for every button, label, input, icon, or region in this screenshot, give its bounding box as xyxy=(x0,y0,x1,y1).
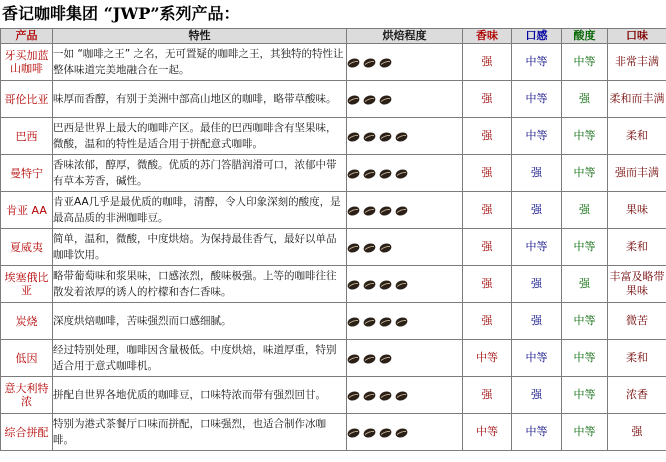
feature-cell: 拼配自世界各地优质的咖啡豆，口味特浓而带有强烈回甘。 xyxy=(53,377,347,414)
coffee-bean-icon xyxy=(379,280,392,290)
table-row xyxy=(1,266,666,303)
acidity-cell: 强 xyxy=(562,266,608,303)
coffee-bean-icon xyxy=(395,428,408,438)
coffee-bean-icon xyxy=(363,391,376,401)
acidity-cell: 中等 xyxy=(562,340,608,377)
table-row xyxy=(1,192,666,229)
table-row xyxy=(1,44,666,81)
coffee-bean-icon xyxy=(395,317,408,327)
coffee-bean-icon xyxy=(395,206,408,216)
aroma-cell: 强 xyxy=(463,155,512,192)
coffee-bean-icon xyxy=(379,317,392,327)
table-body xyxy=(1,44,666,451)
product-name-cell: 意大利特浓 xyxy=(1,377,53,414)
roast-cell xyxy=(347,192,463,229)
roast-cell xyxy=(347,81,463,118)
table-row xyxy=(1,414,666,451)
column-header-taste: 口感 xyxy=(512,29,562,44)
table-row xyxy=(1,340,666,377)
feature-cell: 一如 “咖啡之王” 之名，无可置疑的咖啡之王，其独特的特性让整体味道完美地融合在一起。 xyxy=(53,44,347,81)
table-row xyxy=(1,229,666,266)
feature-cell: 香味浓郁，醇厚，微酸。优质的苏门答腊润滑可口，浓郁中带有草本芳香，碱性。 xyxy=(53,155,347,192)
aroma-cell: 强 xyxy=(463,229,512,266)
acidity-cell: 中等 xyxy=(562,229,608,266)
coffee-bean-icon xyxy=(363,354,376,364)
acidity-cell: 强 xyxy=(562,192,608,229)
coffee-bean-icon xyxy=(379,243,392,253)
product-table xyxy=(0,28,666,451)
coffee-bean-icon xyxy=(379,206,392,216)
product-name-cell: 曼特宁 xyxy=(1,155,53,192)
coffee-bean-icon xyxy=(363,243,376,253)
product-name-cell: 巴西 xyxy=(1,118,53,155)
flavor-cell: 柔和 xyxy=(608,118,666,155)
taste-cell: 中等 xyxy=(512,229,562,266)
coffee-bean-icon xyxy=(379,169,392,179)
page-title: 香记咖啡集团 “JWP”系列产品： xyxy=(2,4,240,23)
column-header-acidity: 酸度 xyxy=(562,29,608,44)
flavor-cell: 柔和 xyxy=(608,340,666,377)
roast-cell xyxy=(347,266,463,303)
flavor-cell: 丰富及略带果味 xyxy=(608,266,666,303)
column-header-product: 产品 xyxy=(1,29,53,44)
aroma-cell: 强 xyxy=(463,192,512,229)
product-name-cell: 综合拼配 xyxy=(1,414,53,451)
coffee-bean-icon xyxy=(363,169,376,179)
aroma-cell: 强 xyxy=(463,81,512,118)
product-name-cell: 哥伦比亚 xyxy=(1,81,53,118)
header-row xyxy=(1,29,666,44)
coffee-bean-icon xyxy=(347,243,360,253)
flavor-cell: 强 xyxy=(608,414,666,451)
coffee-bean-icon xyxy=(347,169,360,179)
roast-cell xyxy=(347,44,463,81)
flavor-cell: 微苦 xyxy=(608,303,666,340)
aroma-cell: 中等 xyxy=(463,340,512,377)
taste-cell: 强 xyxy=(512,192,562,229)
feature-cell: 深度烘焙咖啡，苦味强烈而口感细腻。 xyxy=(53,303,347,340)
roast-cell xyxy=(347,118,463,155)
acidity-cell: 中等 xyxy=(562,377,608,414)
coffee-bean-icon xyxy=(347,132,360,142)
product-name-cell: 炭烧 xyxy=(1,303,53,340)
roast-cell xyxy=(347,155,463,192)
acidity-cell: 中等 xyxy=(562,303,608,340)
flavor-cell: 强而丰满 xyxy=(608,155,666,192)
column-header-flavor: 口味 xyxy=(608,29,666,44)
flavor-cell: 柔和 xyxy=(608,229,666,266)
coffee-bean-icon xyxy=(363,428,376,438)
aroma-cell: 强 xyxy=(463,118,512,155)
flavor-cell: 浓香 xyxy=(608,377,666,414)
aroma-cell: 中等 xyxy=(463,414,512,451)
table-row xyxy=(1,303,666,340)
coffee-bean-icon xyxy=(347,58,360,68)
roast-cell xyxy=(347,414,463,451)
product-name-cell: 低因 xyxy=(1,340,53,377)
coffee-bean-icon xyxy=(379,354,392,364)
acidity-cell: 中等 xyxy=(562,118,608,155)
coffee-bean-icon xyxy=(395,169,408,179)
coffee-bean-icon xyxy=(395,280,408,290)
taste-cell: 中等 xyxy=(512,44,562,81)
product-name-cell: 牙买加蓝山咖啡 xyxy=(1,44,53,81)
taste-cell: 强 xyxy=(512,266,562,303)
column-header-feature: 特性 xyxy=(53,29,347,44)
coffee-bean-icon xyxy=(379,58,392,68)
feature-cell: 略带葡萄味和浆果味，口感浓烈，酸味极强。上等的咖啡往往散发着浓厚的诱人的柠檬和杏仁香味。 xyxy=(53,266,347,303)
product-name-cell: 肯亚 AA xyxy=(1,192,53,229)
coffee-bean-icon xyxy=(363,95,376,105)
taste-cell: 中等 xyxy=(512,340,562,377)
aroma-cell: 强 xyxy=(463,377,512,414)
feature-cell: 肯亚AA几乎是最优质的咖啡，清醇，令人印象深刻的酸度，是最高品质的非洲咖啡豆。 xyxy=(53,192,347,229)
coffee-bean-icon xyxy=(363,58,376,68)
coffee-bean-icon xyxy=(395,391,408,401)
coffee-bean-icon xyxy=(363,132,376,142)
feature-cell: 经过特别处理，咖啡因含量极低。中度烘焙，味道厚重，特别适合用于意式咖啡机。 xyxy=(53,340,347,377)
coffee-bean-icon xyxy=(363,206,376,216)
acidity-cell: 中等 xyxy=(562,155,608,192)
acidity-cell: 中等 xyxy=(562,414,608,451)
flavor-cell: 非常丰满 xyxy=(608,44,666,81)
roast-cell xyxy=(347,303,463,340)
coffee-bean-icon xyxy=(347,206,360,216)
feature-cell: 特别为港式茶餐厅口味而拼配，口味强烈，也适合制作冰咖啡。 xyxy=(53,414,347,451)
feature-cell: 味厚而香醇，有别于美洲中部高山地区的咖啡，略带草酸味。 xyxy=(53,81,347,118)
coffee-bean-icon xyxy=(379,132,392,142)
coffee-bean-icon xyxy=(347,428,360,438)
product-name-cell: 埃塞俄比亚 xyxy=(1,266,53,303)
coffee-bean-icon xyxy=(347,354,360,364)
table-row xyxy=(1,118,666,155)
column-header-aroma: 香味 xyxy=(463,29,512,44)
taste-cell: 强 xyxy=(512,303,562,340)
coffee-bean-icon xyxy=(379,428,392,438)
roast-cell xyxy=(347,377,463,414)
coffee-bean-icon xyxy=(379,391,392,401)
product-name-cell: 夏威夷 xyxy=(1,229,53,266)
aroma-cell: 强 xyxy=(463,44,512,81)
coffee-bean-icon xyxy=(347,280,360,290)
coffee-bean-icon xyxy=(347,391,360,401)
flavor-cell: 果味 xyxy=(608,192,666,229)
coffee-bean-icon xyxy=(379,95,392,105)
taste-cell: 中等 xyxy=(512,414,562,451)
table-row xyxy=(1,377,666,414)
flavor-cell: 柔和而丰满 xyxy=(608,81,666,118)
taste-cell: 强 xyxy=(512,155,562,192)
coffee-bean-icon xyxy=(363,280,376,290)
coffee-bean-icon xyxy=(363,317,376,327)
table-row xyxy=(1,81,666,118)
roast-cell xyxy=(347,229,463,266)
aroma-cell: 强 xyxy=(463,303,512,340)
acidity-cell: 强 xyxy=(562,81,608,118)
roast-cell xyxy=(347,340,463,377)
taste-cell: 强 xyxy=(512,377,562,414)
taste-cell: 中等 xyxy=(512,118,562,155)
aroma-cell: 强 xyxy=(463,266,512,303)
coffee-bean-icon xyxy=(347,95,360,105)
table-row xyxy=(1,155,666,192)
column-header-roast: 烘焙程度 xyxy=(347,29,463,44)
feature-cell: 巴西是世界上最大的咖啡产区。最佳的巴西咖啡含有坚果味，微酸，温和的特性是适合用于拼配意式咖啡。 xyxy=(53,118,347,155)
acidity-cell: 中等 xyxy=(562,44,608,81)
coffee-bean-icon xyxy=(395,132,408,142)
feature-cell: 简单，温和，微酸，中度烘焙。为保持最佳香气，最好以单品咖啡饮用。 xyxy=(53,229,347,266)
taste-cell: 中等 xyxy=(512,81,562,118)
coffee-bean-icon xyxy=(347,317,360,327)
